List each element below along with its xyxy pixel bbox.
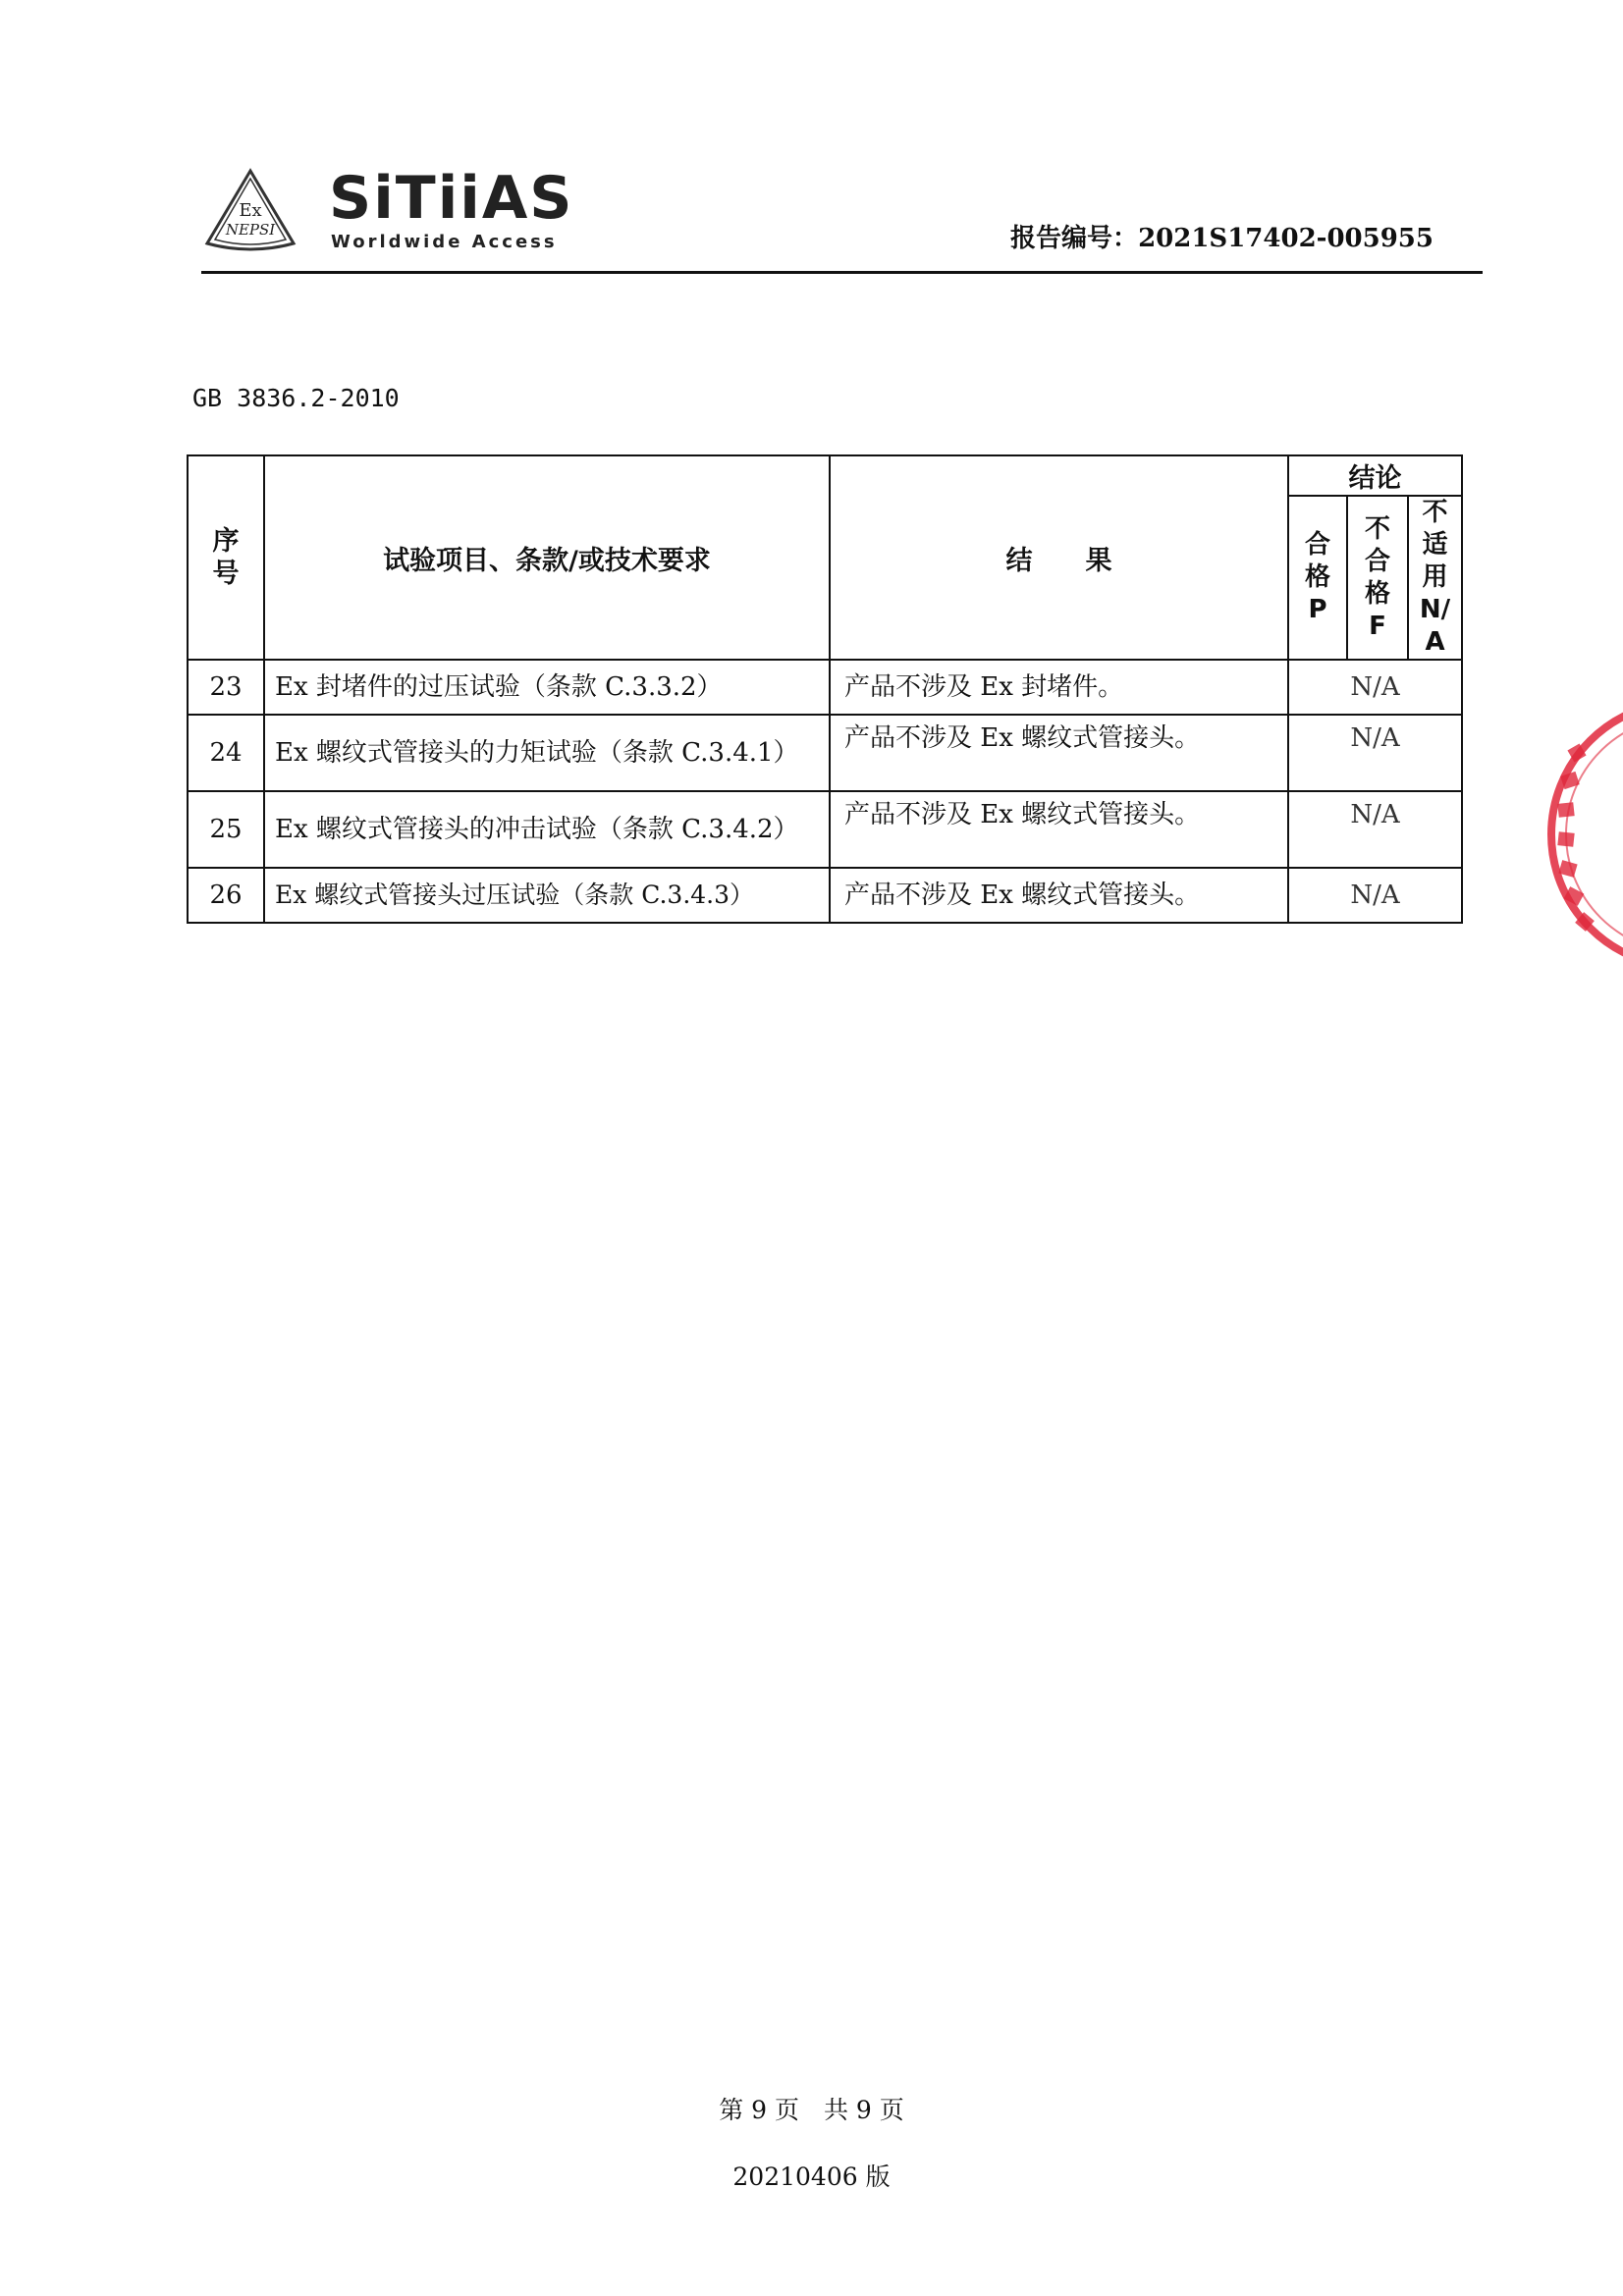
brand-logo: SiTiiAS	[329, 164, 574, 233]
page-number: 第 9 页 共 9 页	[719, 2096, 904, 2124]
row-item: Ex 螺纹式管接头的冲击试验（条款 C.3.4.2）	[264, 791, 830, 868]
report-number-label: 报告编号：	[1010, 224, 1139, 253]
header-divider	[201, 271, 1483, 274]
header-fail: 不合格F	[1347, 496, 1408, 660]
report-number	[1010, 218, 1434, 254]
row-conclusion: N/A	[1288, 791, 1462, 868]
header-pass: 合格P	[1288, 496, 1347, 660]
header-na: 不适用N/A	[1408, 496, 1462, 660]
row-conclusion: N/A	[1288, 715, 1462, 791]
test-results-table	[187, 454, 1463, 924]
table-row	[188, 715, 1462, 791]
header-item: 试验项目、条款/或技术要求	[264, 455, 830, 660]
row-no: 25	[188, 791, 264, 868]
logo-ex-text: Ex	[239, 200, 262, 221]
table-row	[188, 660, 1462, 715]
brand-tagline: Worldwide Access	[331, 232, 558, 252]
row-item: Ex 螺纹式管接头的力矩试验（条款 C.3.4.1）	[264, 715, 830, 791]
row-result: 产品不涉及 Ex 螺纹式管接头。	[830, 791, 1288, 868]
row-conclusion: N/A	[1288, 660, 1462, 715]
nepsi-ex-logo	[201, 165, 299, 253]
report-number-value: 2021S17402-005955	[1138, 224, 1434, 253]
row-result: 产品不涉及 Ex 螺纹式管接头。	[830, 868, 1288, 923]
logo-nepsi-text: NEPSI	[225, 221, 276, 239]
table-row	[188, 868, 1462, 923]
row-no: 26	[188, 868, 264, 923]
row-result: 产品不涉及 Ex 螺纹式管接头。	[830, 715, 1288, 791]
header-no: 序号	[188, 455, 264, 660]
company-seal	[1488, 687, 1623, 982]
row-item: Ex 螺纹式管接头过压试验（条款 C.3.4.3）	[264, 868, 830, 923]
document-version: 20210406 版	[732, 2163, 891, 2191]
row-result: 产品不涉及 Ex 封堵件。	[830, 660, 1288, 715]
row-no: 24	[188, 715, 264, 791]
row-conclusion: N/A	[1288, 868, 1462, 923]
standard-code: GB 3836.2-2010	[192, 384, 400, 412]
header-result: 结 果	[830, 455, 1288, 660]
row-item: Ex 封堵件的过压试验（条款 C.3.3.2）	[264, 660, 830, 715]
row-no: 23	[188, 660, 264, 715]
table-row	[188, 791, 1462, 868]
header-conclusion: 结论	[1288, 455, 1462, 496]
